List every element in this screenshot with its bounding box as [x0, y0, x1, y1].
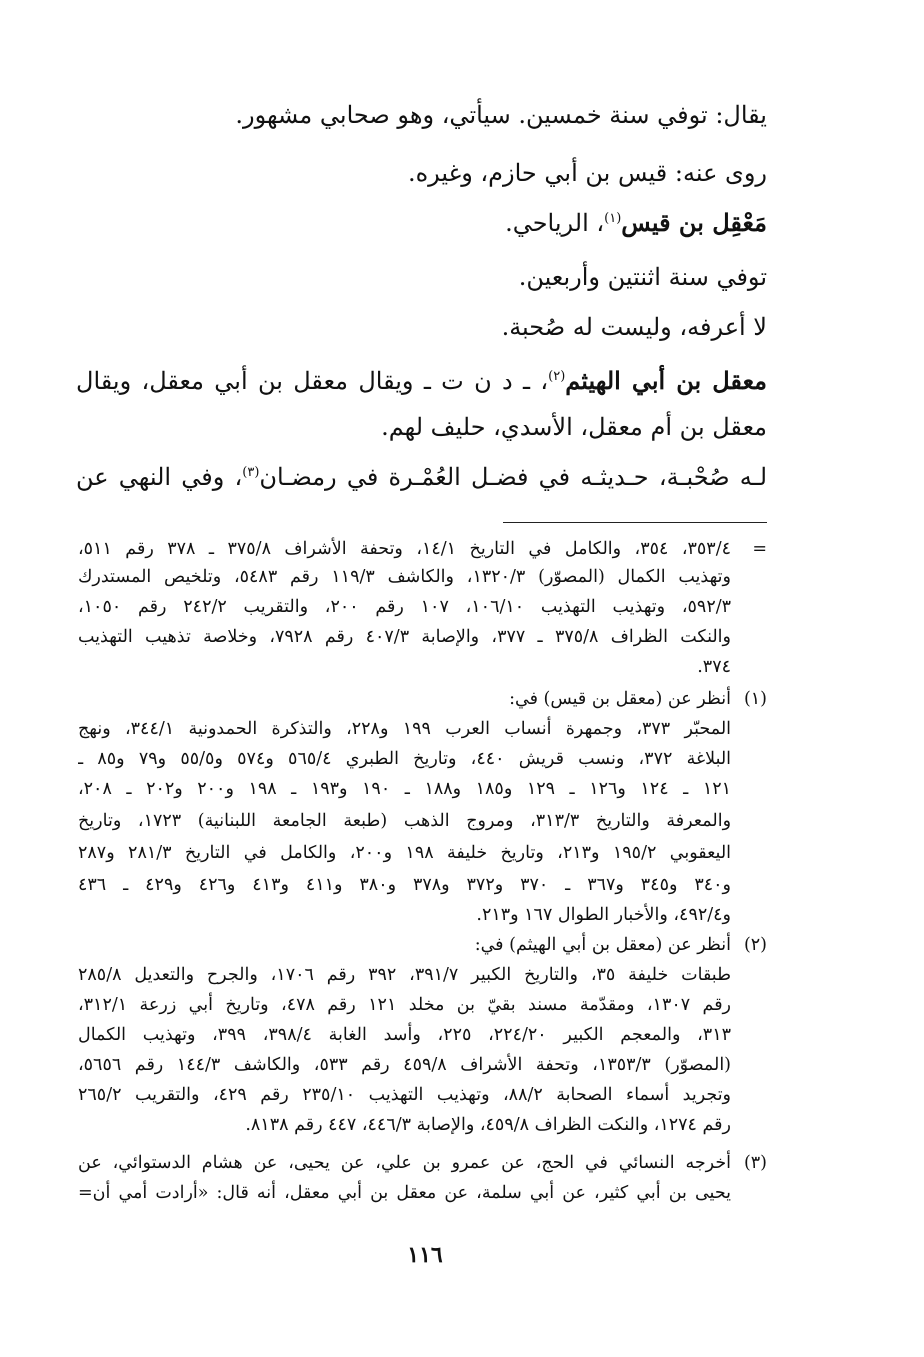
- main-line-3-text: ، الرياحي.: [505, 209, 605, 237]
- main-line-4: [76, 258, 767, 296]
- footnote-1-line: ١٢١ ـ ١٢٤ و١٢٦ ـ ١٢٩ و١٨٥ و١٨٨ ـ ١٩٠ و١٩٣ ـ ١٩٨ و٢٠٠ و٢٠٢ ـ ٢٠٨،: [78, 779, 731, 799]
- main-line-7: [76, 408, 767, 446]
- main-line-2-text: روى عنه: قيس بن أبي حازم، وغيره.: [407, 159, 767, 187]
- footnote-separator: [503, 522, 767, 523]
- footnote-2-marker: (٢): [743, 935, 767, 955]
- footnote-continuation-line: ٣٧٤.: [697, 657, 731, 677]
- main-line-8: [76, 458, 767, 496]
- main-line-2: [76, 154, 767, 192]
- main-line-5-text: لا أعرفه، وليست له صُحبة.: [501, 313, 767, 341]
- footnote-ref-1[interactable]: (١): [604, 211, 622, 226]
- footnote-continuation-line: والنكت الظراف ٣٧٥/٨ ـ ٣٧٧، والإصابة ٤٠٧/٣ رقم ٧٩٢٨، وخلاصة تذهيب التهذيب: [78, 627, 731, 647]
- main-line-6: [76, 362, 767, 400]
- footnote-1-line: اليعقوبي ١٩٥/٢ و٢١٣، وتاريخ خليفة ١٩٨ و٢٠٠، والكامل في التاريخ ٢٨١/٣ و٢٨٧: [78, 843, 731, 863]
- footnote-2-line: رقم ١٣٠٧، ومقدّمة مسند بقيّ بن مخلد ١٢١ رقم ٤٧٨، وتاريخ أبي زرعة ٣١٢/١،: [78, 995, 731, 1015]
- footnote-1-line: والمعرفة والتاريخ ٣١٣/٣، ومروج الذهب (طبعة الجامعة اللبنانية) ١٧٢٣، وتاريخ: [78, 811, 731, 831]
- footnote-continuation-line: وتهذيب الكمال (المصوّر) ١٣٢٠/٣، والكاشف ١١٩/٣ رقم ٥٤٨٣، وتلخيص المستدرك: [78, 567, 731, 587]
- footnote-2-line: رقم ١٢٧٤، والنكت الظراف ٤٥٩/٨، والإصابة ٤٤٦/٣، ٤٤٧ رقم ٨١٣٨.: [245, 1115, 731, 1135]
- main-line-4-text: توفي سنة اثنتين وأربعين.: [518, 263, 767, 291]
- footnote-ref-3[interactable]: (٣): [242, 465, 260, 480]
- footnote-2-line: ٣١٣، والمعجم الكبير ٢٢٤/٢٠، ٢٢٥، وأسد الغابة ٣٩٨/٤، ٣٩٩، وتهذيب الكمال: [78, 1025, 731, 1045]
- footnote-3-marker: (٣): [743, 1153, 767, 1173]
- entry-name-maqil-bin-abi-alhaytham: معقل بن أبي الهيثم: [565, 366, 767, 395]
- main-line-6-text: ، ـ د ن ت ـ ويقال معقل بن أبي معقل، ويقال: [76, 367, 549, 395]
- main-line-1-text: يقال: توفي سنة خمسين. سيأتي، وهو صحابي مشهور.: [235, 101, 767, 129]
- footnote-3-line: يحيى بن أبي كثير، عن أبي سلمة، عن معقل بن أبي معقل، أنه قال: «أرادت أمي أن=: [78, 1183, 731, 1203]
- footnote-2-line: (المصوّر) ١٣٥٣/٣، وتحفة الأشراف ٤٥٩/٨ رقم ٥٣٣، والكاشف ١٤٤/٣ رقم ٥٦٥٦،: [78, 1055, 731, 1075]
- footnote-2-line: طبقات خليفة ٣٥، والتاريخ الكبير ٣٩١/٧، ٣٩٢ رقم ١٧٠٦، والجرح والتعديل ٢٨٥/٨: [78, 965, 731, 985]
- footnote-ref-2[interactable]: (٢): [548, 369, 566, 384]
- footnote-1-line: و٣٤٠ و٣٤٥ و٣٦٧ ـ ٣٧٠ و٣٧٢ و٣٧٨ و٣٨٠ و٤١١ و٤١٣ و٤٢٦ و٤٢٩ ـ ٤٣٦: [78, 875, 731, 895]
- footnote-continuation-line: ٥٩٢/٣، وتهذيب التهذيب ١٠٦/١٠، ١٠٧ رقم ٢٠٠، والتقريب ٢٤٢/٢ رقم ١٠٥٠،: [78, 597, 731, 617]
- footnote-3-line: أخرجه النسائي في الحج، عن عمرو بن علي، عن يحيى، عن هشام الدستوائي، عن: [78, 1153, 731, 1173]
- footnote-continuation-line: ٣٥٣/٤، ٣٥٤، والكامل في التاريخ ١٤/١، وتحفة الأشراف ٣٧٥/٨ ـ ٣٧٨ رقم ٥١١،: [78, 539, 731, 559]
- main-line-3: [76, 204, 767, 242]
- main-line-7-text: معقل بن أم معقل، الأسدي، حليف لهم.: [381, 413, 767, 441]
- footnote-1-line: البلاغة ٣٧٢، ونسب قريش ٤٤٠، وتاريخ الطبري ٥٦٥/٤ و٥٧٤ و٥٥/٥ و٧٩ و٨٥ ـ: [78, 749, 731, 769]
- footnote-1-marker: (١): [743, 689, 767, 709]
- main-line-5: [76, 308, 767, 346]
- main-line-1: [76, 96, 767, 134]
- main-line-8-text-a: لـه صُحْبـة، حـديثـه في فضـل العُمْـرة في رمضـان: [259, 463, 767, 491]
- main-line-8-text-b: ، وفي النهي عن: [76, 463, 243, 491]
- footnote-continuation-marker: =: [752, 539, 767, 559]
- page-number: ١١٦: [407, 1242, 443, 1268]
- footnote-2-line: أنظر عن (معقل بن أبي الهيثم) في:: [474, 935, 731, 955]
- footnote-1-line: و٤٩٢/٤، والأخبار الطوال ١٦٧ و٢١٣.: [476, 905, 731, 925]
- footnote-2-line: وتجريد أسماء الصحابة ٨٨/٢، وتهذيب التهذيب ٢٣٥/١٠ رقم ٤٢٩، والتقريب ٢٦٥/٢: [78, 1085, 731, 1105]
- entry-name-maqil-bin-qays: مَعْقِل بن قيس: [621, 208, 767, 237]
- footnote-1-line: المحبّر ٣٧٣، وجمهرة أنساب العرب ١٩٩ و٢٢٨، والتذكرة الحمدونية ٣٤٤/١، ونهج: [78, 719, 731, 739]
- footnote-1-line: أنظر عن (معقل بن قيس) في:: [509, 689, 731, 709]
